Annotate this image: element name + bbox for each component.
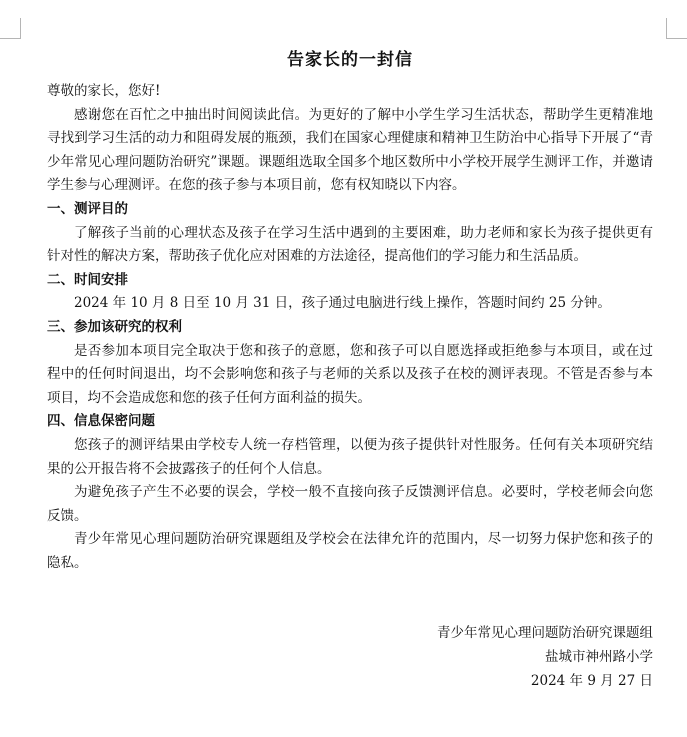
crop-mark-top-left [0, 18, 21, 39]
section-paragraph: 了解孩子当前的心理状态及孩子在学习生活中遇到的主要困难，助力老师和家长为孩子提供更有针对性的解决方案，帮助孩子优化应对困难的方法途径，提高他们的学习能力和生活品质。 [47, 224, 653, 265]
section-heading: 一、测评目的 [47, 200, 128, 217]
section-paragraph: 为避免孩子产生不必要的误会，学校一般不直接向孩子反馈测评信息。必要时，学校老师会向您反馈。 [47, 484, 653, 524]
letter-title: 告家长的一封信 [287, 50, 413, 70]
salutation: 尊敬的家长，您好! [47, 83, 161, 99]
section-paragraph: 是否参加本项目完全取决于您和孩子的意愿，您和孩子可以自愿选择或拒绝参与本项目，或在过程中的任何时间退出，均不会影响您和孩子与老师的关系以及孩子在校的测评表现。不管是否参与本项目，均不会造成您和您的孩子任何方面利益的损失。 [47, 342, 653, 406]
letter-page [47, 40, 653, 693]
section-purpose [47, 198, 653, 269]
intro-paragraph: 感谢您在百忙之中抽出时间阅读此信。为更好的了解中小学生学习生活状态，帮助学生更精准地寻找到学习生活的动力和阻碍发展的瓶颈，我们在国家心理健康和精神卫生防治中心指导下开展了“青少年常见心理问题防治研究”课题。课题组选取全国多个地区数所中小学校开展学生测评工作，并邀请学生参与心理测评。在您的孩子参与本项目前，您有权知晓以下内容。 [47, 106, 653, 194]
signature-date: 2024 年 9 月 27 日 [530, 672, 653, 689]
section-schedule [47, 269, 653, 316]
section-rights [47, 316, 653, 410]
signature-block [47, 622, 653, 693]
signature-school: 盐城市神州路小学 [545, 649, 653, 666]
section-heading: 四、信息保密问题 [47, 413, 155, 430]
section-paragraph: 2024 年 10 月 8 日至 10 月 31 日，孩子通过电脑进行线上操作，答题时间约 25 分钟。 [74, 295, 611, 312]
crop-mark-top-right [666, 18, 687, 39]
section-privacy [47, 410, 653, 575]
section-heading: 三、参加该研究的权利 [47, 318, 182, 335]
section-paragraph: 青少年常见心理问题防治研究课题组及学校会在法律允许的范围内，尽一切努力保护您和孩子的隐私。 [47, 531, 653, 571]
section-heading: 二、时间安排 [47, 271, 128, 288]
signature-org: 青少年常见心理问题防治研究课题组 [437, 625, 653, 642]
section-paragraph: 您孩子的测评结果由学校专人统一存档管理，以便为孩子提供针对性服务。任何有关本项研究结果的公开报告将不会披露孩子的任何个人信息。 [47, 436, 653, 477]
